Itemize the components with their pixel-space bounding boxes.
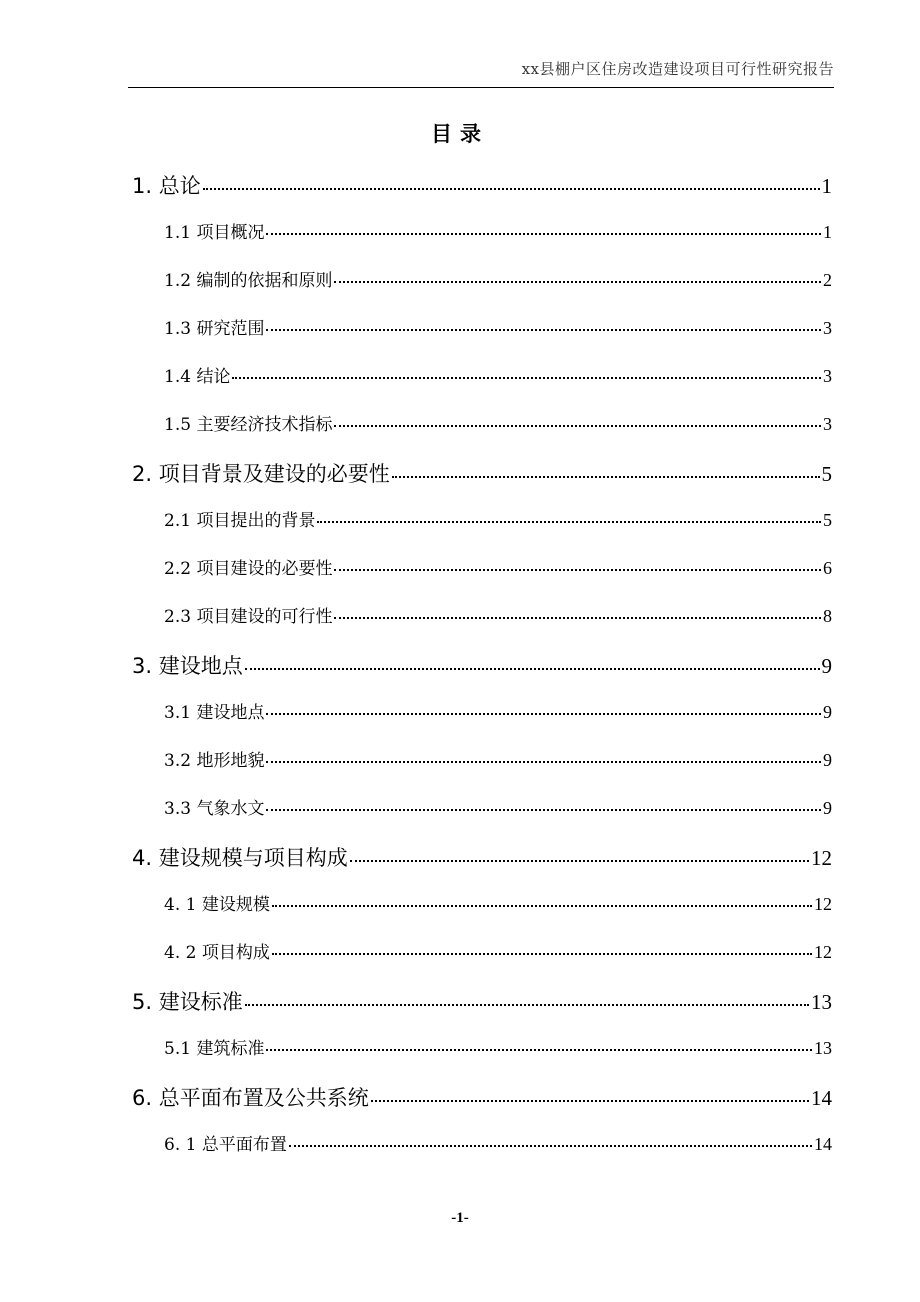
toc-section-entry[interactable] (164, 794, 832, 819)
toc-section-entry[interactable] (164, 554, 832, 579)
toc-dot-leader (289, 1145, 812, 1147)
toc-section-entry[interactable] (164, 314, 832, 339)
toc-section-entry[interactable] (164, 1034, 832, 1059)
toc-section-entry[interactable] (164, 890, 832, 915)
toc-dot-leader (266, 713, 821, 715)
toc-entry-page-number: 13 (814, 1038, 832, 1058)
toc-section-entry[interactable] (164, 362, 832, 387)
toc-chapter-entry[interactable] (132, 986, 832, 1016)
toc-dot-leader (272, 953, 812, 955)
toc-entry-label: 1.1 项目概况 (164, 223, 265, 243)
toc-entry-label: 4. 2 项目构成 (164, 943, 270, 963)
toc-entry-label: 3.1 建设地点 (164, 703, 265, 723)
toc-title: 目录 (431, 122, 489, 146)
toc-entry-label: 2.1 项目提出的背景 (164, 511, 316, 531)
toc-dot-leader (245, 1004, 809, 1006)
running-header: xx县棚户区住房改造建设项目可行性研究报告 (521, 60, 834, 78)
toc-dot-leader (266, 761, 821, 763)
toc-dot-leader (266, 809, 821, 811)
page-number: -1- (451, 1210, 469, 1226)
toc-entry-page-number: 3 (823, 366, 832, 386)
toc-entry-page-number: 3 (823, 318, 832, 338)
toc-entry-label: 4. 建设规模与项目构成 (132, 846, 348, 870)
toc-entry-page-number: 8 (823, 606, 832, 626)
toc-chapter-entry[interactable] (132, 842, 832, 872)
toc-entry-label: 1.4 结论 (164, 367, 231, 387)
toc-entry-page-number: 9 (823, 702, 832, 722)
toc-entry-page-number: 9 (821, 654, 832, 678)
toc-entry-label: 2. 项目背景及建设的必要性 (132, 462, 390, 486)
toc-entry-page-number: 14 (814, 1134, 832, 1154)
toc-entry-label: 1. 总论 (132, 174, 201, 198)
toc-entry-label: 6. 1 总平面布置 (164, 1135, 287, 1155)
toc-entry-page-number: 2 (823, 270, 832, 290)
toc-entry-label: 3. 建设地点 (132, 654, 243, 678)
toc-entry-label: 1.5 主要经济技术指标 (164, 415, 333, 435)
toc-entry-page-number: 9 (823, 750, 832, 770)
toc-entry-label: 3.2 地形地貌 (164, 751, 265, 771)
toc-section-entry[interactable] (164, 410, 832, 435)
toc-section-entry[interactable] (164, 698, 832, 723)
toc-entry-page-number: 1 (821, 174, 832, 198)
toc-dot-leader (272, 905, 812, 907)
toc-dot-leader (317, 521, 821, 523)
toc-section-entry[interactable] (164, 218, 832, 243)
toc-chapter-entry[interactable] (132, 170, 832, 200)
toc-entry-label: 6. 总平面布置及公共系统 (132, 1086, 369, 1110)
toc-dot-leader (245, 668, 820, 670)
header-rule (128, 87, 834, 88)
toc-section-entry[interactable] (164, 506, 832, 531)
toc-dot-leader (334, 569, 821, 571)
toc-section-entry[interactable] (164, 602, 832, 627)
toc-dot-leader (334, 425, 821, 427)
toc-entry-label: 4. 1 建设规模 (164, 895, 270, 915)
toc-entry-page-number: 9 (823, 798, 832, 818)
toc-entry-page-number: 3 (823, 414, 832, 434)
toc-dot-leader (350, 860, 809, 862)
toc-entry-label: 1.3 研究范围 (164, 319, 265, 339)
toc-entry-page-number: 12 (814, 894, 832, 914)
toc-dot-leader (266, 1049, 812, 1051)
toc-entry-label: 1.2 编制的依据和原则 (164, 271, 333, 291)
toc-chapter-entry[interactable] (132, 458, 832, 488)
toc-section-entry[interactable] (164, 746, 832, 771)
toc-dot-leader (232, 377, 821, 379)
toc-section-entry[interactable] (164, 938, 832, 963)
toc-dot-leader (334, 281, 821, 283)
toc-entry-page-number: 6 (823, 558, 832, 578)
toc-entry-label: 5.1 建筑标准 (164, 1039, 265, 1059)
toc-section-entry[interactable] (164, 266, 832, 291)
toc-chapter-entry[interactable] (132, 650, 832, 680)
toc-entry-page-number: 12 (814, 942, 832, 962)
toc-dot-leader (392, 476, 820, 478)
toc-chapter-entry[interactable] (132, 1082, 832, 1112)
toc-entry-page-number: 5 (823, 510, 832, 530)
toc-dot-leader (266, 329, 821, 331)
toc-entry-label: 5. 建设标准 (132, 990, 243, 1014)
toc-dot-leader (371, 1100, 809, 1102)
toc-entry-page-number: 5 (821, 462, 832, 486)
toc-section-entry[interactable] (164, 1130, 832, 1155)
toc-entry-label: 2.3 项目建设的可行性 (164, 607, 333, 627)
toc-dot-leader (266, 233, 821, 235)
toc-entry-page-number: 12 (811, 846, 832, 870)
toc-entry-label: 2.2 项目建设的必要性 (164, 559, 333, 579)
toc-entry-page-number: 14 (811, 1086, 832, 1110)
toc-dot-leader (334, 617, 821, 619)
toc-dot-leader (203, 188, 820, 190)
toc-entry-page-number: 1 (823, 222, 832, 242)
toc-entry-label: 3.3 气象水文 (164, 799, 265, 819)
toc-entry-page-number: 13 (811, 990, 832, 1014)
